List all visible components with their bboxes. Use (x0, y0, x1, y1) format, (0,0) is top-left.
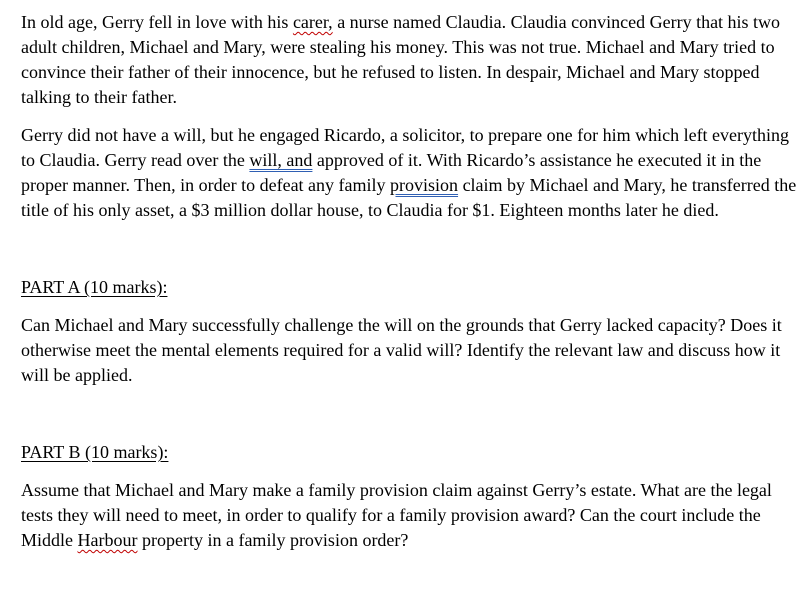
grammar-flag-will-and[interactable]: will, and (249, 150, 313, 170)
document-body (21, 10, 801, 553)
part-b-heading: PART B (10 marks): (21, 442, 169, 462)
spelling-flag-carer[interactable]: carer, (292, 12, 333, 32)
part-a-heading: PART A (10 marks): (21, 277, 168, 297)
paragraph-will-text-1: Gerry did not have a will, but he engaged Ricardo, a solicitor, to prepare one for him which left everything to Claudia. Gerry read over the (21, 125, 790, 170)
part-b-question (21, 478, 801, 553)
grammar-flag-provision[interactable]: provision (390, 175, 459, 195)
paragraph-will (21, 123, 801, 223)
paragraph-intro-text-1: In old age, Gerry fell in love with his (21, 12, 293, 32)
paragraph-intro (21, 10, 801, 110)
spelling-flag-harbour[interactable]: Harbour (77, 530, 138, 550)
part-b-question-text-1: Assume that Michael and Mary make a family provision claim against Gerry’s estate. What are the legal tests they will need to meet, in order to qualify for a family provision award? Can the court include the Middle (21, 480, 772, 550)
paragraph-will-text-3: claim by Michael and Mary, he transferred the title of his only asset, a $3 million dollar house, to Claudia for $1. Eighteen months later he died. (21, 175, 797, 220)
part-b-question-text-2: property in a family provision order? (137, 530, 409, 550)
part-a-question: Can Michael and Mary successfully challenge the will on the grounds that Gerry lacked capacity? Does it otherwise meet the mental elements required for a valid will? Identify the relevant law and discuss how it will be applied. (21, 315, 782, 385)
paragraph-will-text-2: approved of it. With Ricardo’s assistance he executed it in the proper manner. Then, in order to defeat any family (21, 150, 762, 195)
paragraph-intro-text-2: a nurse named Claudia. Claudia convinced Gerry that his two adult children, Michael and Mary, were stealing his money. This was not true. Michael and Mary tried to convince their father of their innocence, but he refused to listen. In despair, Michael and Mary stopped talking to their father. (21, 12, 781, 107)
